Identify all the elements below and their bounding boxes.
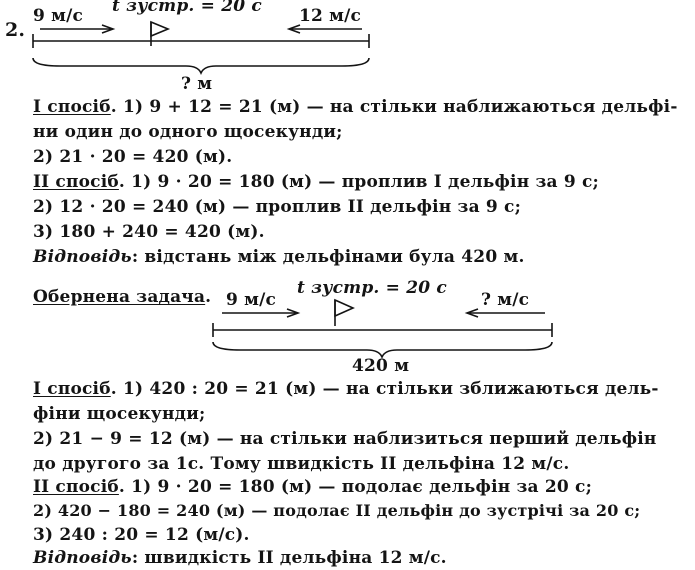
inverse-title: Обернена задача xyxy=(33,287,206,307)
method2-title: II спосіб xyxy=(33,172,119,192)
method1-line2: ни один до одного щосекунди; xyxy=(33,122,343,142)
meeting-time-1: t зустр. = 20 с xyxy=(112,0,262,16)
method3-line1 xyxy=(33,379,659,399)
method3-line1-text: . 1) 420 : 20 = 21 (м) — на стільки зближаються дель- xyxy=(110,379,659,399)
method4-line1 xyxy=(33,477,592,497)
problem-number: 2. xyxy=(5,19,26,41)
method2-line3: 3) 180 + 240 = 420 (м). xyxy=(33,222,265,242)
method4-line3: 3) 240 : 20 = 12 (м/с). xyxy=(33,525,250,545)
inverse-title-dot: . xyxy=(205,287,212,307)
brace-2 xyxy=(213,342,552,357)
answer1-text: : відстань між дельфінами була 420 м. xyxy=(131,247,525,267)
method4-title: II спосіб xyxy=(33,477,119,497)
speed-right-2: ? м/с xyxy=(481,290,530,310)
method3-line4: до другого за 1с. Тому швидкість II дельфіна 12 м/с. xyxy=(33,454,570,474)
meeting-time-2: t зустр. = 20 с xyxy=(297,278,447,298)
method1-line3: 2) 21 · 20 = 420 (м). xyxy=(33,147,233,167)
answer1-label: Відповідь xyxy=(33,247,132,267)
method4-line2: 2) 420 − 180 = 240 (м) — подолає II дельфін до зустрічі за 20 с; xyxy=(33,501,641,520)
speed-left-2: 9 м/с xyxy=(226,290,277,310)
answer2-text: : швидкість II дельфіна 12 м/с. xyxy=(131,548,447,568)
method1-title: I спосіб xyxy=(33,97,111,117)
speed-right-1: 12 м/с xyxy=(299,6,362,26)
method1-line1-text: . 1) 9 + 12 = 21 (м) — на стільки наближаються дельфі- xyxy=(110,97,678,117)
distance-label-2: 420 м xyxy=(352,356,410,376)
method3-title: I спосіб xyxy=(33,379,111,399)
method3-line2: фіни щосекунди; xyxy=(33,404,206,424)
method2-line2: 2) 12 · 20 = 240 (м) — проплив II дельфін за 9 с; xyxy=(33,197,522,217)
method4-line1-text: . 1) 9 · 20 = 180 (м) — подолає дельфін за 20 с; xyxy=(118,477,593,497)
method2-line1-text: . 1) 9 · 20 = 180 (м) — проплив I дельфін за 9 с; xyxy=(118,172,600,192)
answer2 xyxy=(33,548,447,568)
method3-line3: 2) 21 − 9 = 12 (м) — на стільки наблизиться перший дельфін xyxy=(33,429,657,449)
speed-left-1: 9 м/с xyxy=(33,6,84,26)
answer2-label: Відповідь xyxy=(33,548,132,568)
distance-label-1: ? м xyxy=(181,74,213,94)
